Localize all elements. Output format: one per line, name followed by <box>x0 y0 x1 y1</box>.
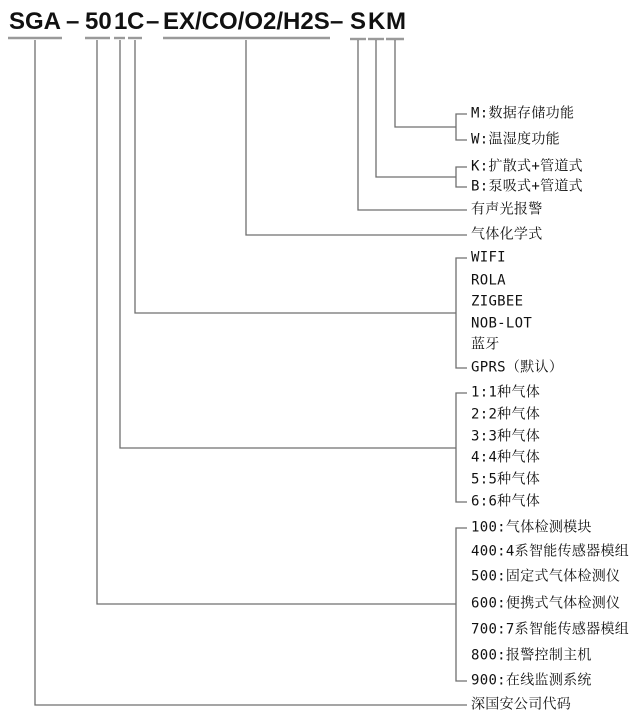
code-company: SGA <box>9 8 62 35</box>
connector-gases-formula <box>246 40 467 235</box>
connector-1-gascount <box>120 40 456 448</box>
label-gas-formula: 气体化学式 <box>471 226 543 243</box>
code-series-50: 50 <box>85 8 112 35</box>
code-underlines <box>8 38 404 39</box>
code-suffix-m: M <box>386 8 406 35</box>
option-brackets <box>456 114 467 681</box>
connector-sga-company <box>35 40 467 705</box>
code-dash-2: – <box>146 8 160 35</box>
label-gas-count-3: 3:3种气体 <box>471 428 541 445</box>
bracket-gas-count <box>456 393 467 502</box>
code-series-1: 1 <box>114 8 128 35</box>
bracket-wireless <box>456 258 467 368</box>
drop-lines <box>35 40 467 705</box>
label-series-500: 500:固定式气体检测仪 <box>471 568 621 585</box>
label-company-code: 深国安公司代码 <box>471 696 572 713</box>
label-gprs-default: GPRS（默认） <box>471 359 564 376</box>
label-series-100: 100:气体检测模块 <box>471 519 592 536</box>
label-gas-count-1: 1:1种气体 <box>471 384 541 401</box>
model-code-title <box>0 8 642 38</box>
label-rola: ROLA <box>471 272 506 289</box>
label-temp-humidity: W:温湿度功能 <box>471 131 560 148</box>
code-suffix-s: S <box>350 8 367 35</box>
connector-m-mw <box>395 40 456 127</box>
label-series-700: 700:7系智能传感器模组 <box>471 621 630 638</box>
label-wifi: WIFI <box>471 249 506 266</box>
label-pump-duct: B:泵吸式+管道式 <box>471 178 583 195</box>
label-series-600: 600:便携式气体检测仪 <box>471 595 621 612</box>
code-dash-1: – <box>66 8 80 35</box>
label-sound-light-alarm: 有声光报警 <box>471 201 543 218</box>
bracket-mw <box>456 114 467 140</box>
label-zigbee: ZIGBEE <box>471 293 524 310</box>
code-suffix-k: K <box>368 8 386 35</box>
label-series-900: 900:在线监测系统 <box>471 672 592 689</box>
bracket-series <box>456 528 467 681</box>
connector-k-kb <box>376 40 456 177</box>
bracket-kb <box>456 167 467 187</box>
label-diffusion-duct: K:扩散式+管道式 <box>471 158 583 175</box>
label-gas-count-5: 5:5种气体 <box>471 471 541 488</box>
connector-500-series <box>97 40 456 604</box>
label-gas-count-4: 4:4种气体 <box>471 449 541 466</box>
label-series-400: 400:4系智能传感器模组 <box>471 543 630 560</box>
label-series-800: 800:报警控制主机 <box>471 647 592 664</box>
label-gas-count-6: 6:6种气体 <box>471 493 541 510</box>
label-nob-lot: NOB-LOT <box>471 315 533 332</box>
label-bluetooth: 蓝牙 <box>471 336 500 353</box>
code-dash-3: – <box>330 8 344 35</box>
connector-s-alarm <box>358 40 467 210</box>
code-gases: EX/CO/O2/H2S <box>163 8 330 35</box>
code-series-c: C <box>127 8 145 35</box>
label-data-storage: M:数据存储功能 <box>471 105 575 122</box>
label-gas-count-2: 2:2种气体 <box>471 406 541 423</box>
